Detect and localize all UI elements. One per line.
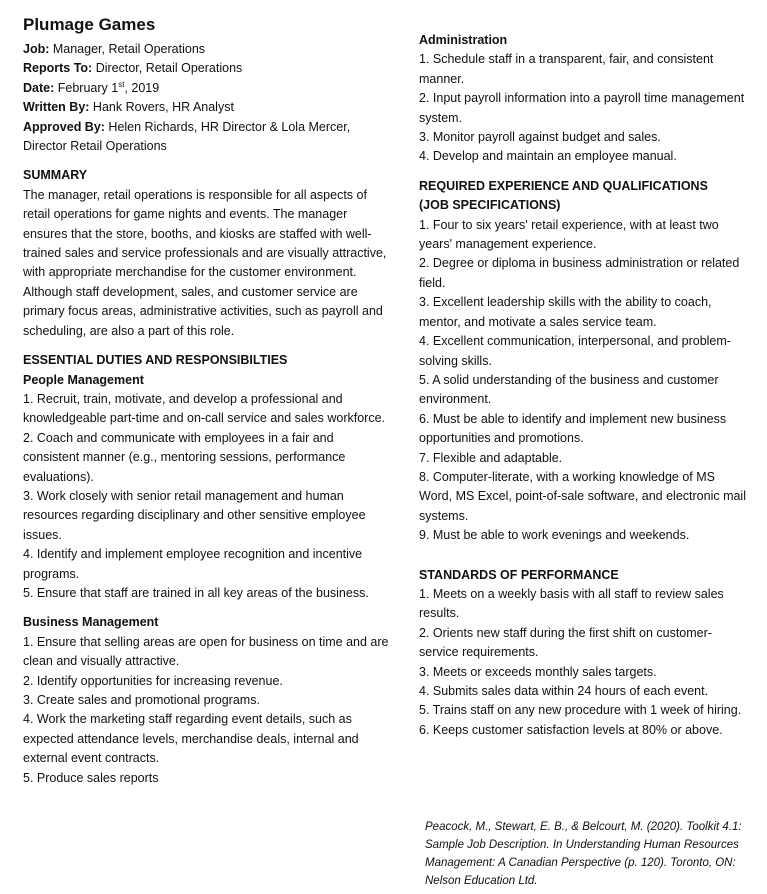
list-item: 2. Identify opportunities for increasing revenue. xyxy=(23,673,283,688)
citation: Peacock, M., Stewart, E. B., & Belcourt, M. (2020). Toolkit 4.1: Sample Job Description. In Understanding Human Resources Management: A Canadian Perspective (p. 120). Toronto, ON: Nelson Education Ltd. xyxy=(425,821,742,887)
list-item: 1. Recruit, train, motivate, and develop a professional and knowledgeable part-time and on-call service and sales workforce. xyxy=(23,391,385,426)
list-item: 4. Work the marketing staff regarding event details, such as expected attendance levels, merchandise deals, internal and external event contracts. xyxy=(23,712,359,766)
list-item: 3. Monitor payroll against budget and sales. xyxy=(419,130,661,145)
list-item: 2. Coach and communicate with employees in a fair and consistent manner (e.g., mentoring sessions, performance evaluations). xyxy=(23,430,346,484)
list-item: 4. Submits sales data within 24 hours of each event. xyxy=(419,684,709,698)
list-item: 2. Degree or diploma in business administration or related field. xyxy=(419,256,740,290)
meta-date: Date: February 1st, 2019 xyxy=(23,79,160,95)
list-item: 3. Excellent leadership skills with the ability to coach, mentor, and motivate a sales service team. xyxy=(419,295,712,329)
left-column xyxy=(23,0,393,788)
list-item: 3. Work closely with senior retail management and human resources regarding disciplinary and other sensitive employee issues. xyxy=(23,488,366,542)
list-item: 2. Input payroll information into a payroll time management system. xyxy=(419,91,745,125)
list-item: 1. Four to six years' retail experience, with at least two years' management experience. xyxy=(419,217,719,252)
summary-text: The manager, retail operations is responsible for all aspects of retail operations for game nights and events. The manager ensures that the store, booths, and kiosks are staffed with well-trained sales and service professionals and are visually attractive, with appropriate merchandise for the customer environment. Although staff development, sales, and customer service are primary focus areas, administrative activities, such as payroll and scheduling, are also a part of this role. xyxy=(23,187,387,338)
meta-reports-to: Reports To: Director, Retail Operations xyxy=(23,61,243,76)
list-item: 4. Excellent communication, interpersonal, and problem-solving skills. xyxy=(419,334,731,368)
right-column xyxy=(419,31,749,740)
list-item: 5. A solid understanding of the business and customer environment. xyxy=(419,372,719,407)
people-management-heading: People Management xyxy=(23,372,144,387)
list-item: 4. Identify and implement employee recognition and incentive programs. xyxy=(23,547,363,581)
meta-approved-by: Approved By: Helen Richards, HR Director & Lola Mercer, Director Retail Operations xyxy=(23,119,351,154)
list-item: 4. Develop and maintain an employee manual. xyxy=(419,149,677,164)
list-item: 6. Keeps customer satisfaction levels at 80% or above. xyxy=(419,722,723,737)
list-item: 5. Trains staff on any new procedure with 1 week of hiring. xyxy=(419,703,742,718)
list-item: 1. Schedule staff in a transparent, fair, and consistent manner. xyxy=(419,52,714,86)
standards-heading: STANDARDS OF PERFORMANCE xyxy=(419,567,619,582)
duties-heading: ESSENTIAL DUTIES AND RESPONSIBILTIES xyxy=(23,353,288,368)
business-management-heading: Business Management xyxy=(23,615,159,630)
list-item: 2. Orients new staff during the first shift on customer-service requirements. xyxy=(419,625,712,660)
meta-job: Job: Manager, Retail Operations xyxy=(23,42,206,56)
list-item: 5. Produce sales reports xyxy=(23,770,159,785)
list-item: 3. Create sales and promotional programs. xyxy=(23,693,260,707)
list-item: 5. Ensure that staff are trained in all key areas of the business. xyxy=(23,585,369,600)
list-item: 1. Meets on a weekly basis with all staff to review sales results. xyxy=(419,586,724,621)
administration-heading: Administration xyxy=(419,33,508,47)
company-title: Plumage Games xyxy=(23,15,156,34)
list-item: 1. Ensure that selling areas are open for business on time and are clean and visually attractive. xyxy=(23,634,389,669)
meta-written-by: Written By: Hank Rovers, HR Analyst xyxy=(23,100,234,115)
job-meta xyxy=(23,40,393,156)
summary-heading: SUMMARY xyxy=(23,168,88,183)
list-item: 6. Must be able to identify and implement new business opportunities and promotions. xyxy=(419,411,727,446)
list-item: 8. Computer-literate, with a working knowledge of MS Word, MS Excel, point-of-sale software, and electronic mail systems. xyxy=(419,469,746,523)
list-item: 3. Meets or exceeds monthly sales targets. xyxy=(419,664,657,679)
qualifications-heading: REQUIRED EXPERIENCE AND QUALIFICATIONS (JOB SPECIFICATIONS) xyxy=(419,178,708,213)
list-item: 7. Flexible and adaptable. xyxy=(419,450,563,465)
list-item: 9. Must be able to work evenings and weekends. xyxy=(419,528,690,543)
